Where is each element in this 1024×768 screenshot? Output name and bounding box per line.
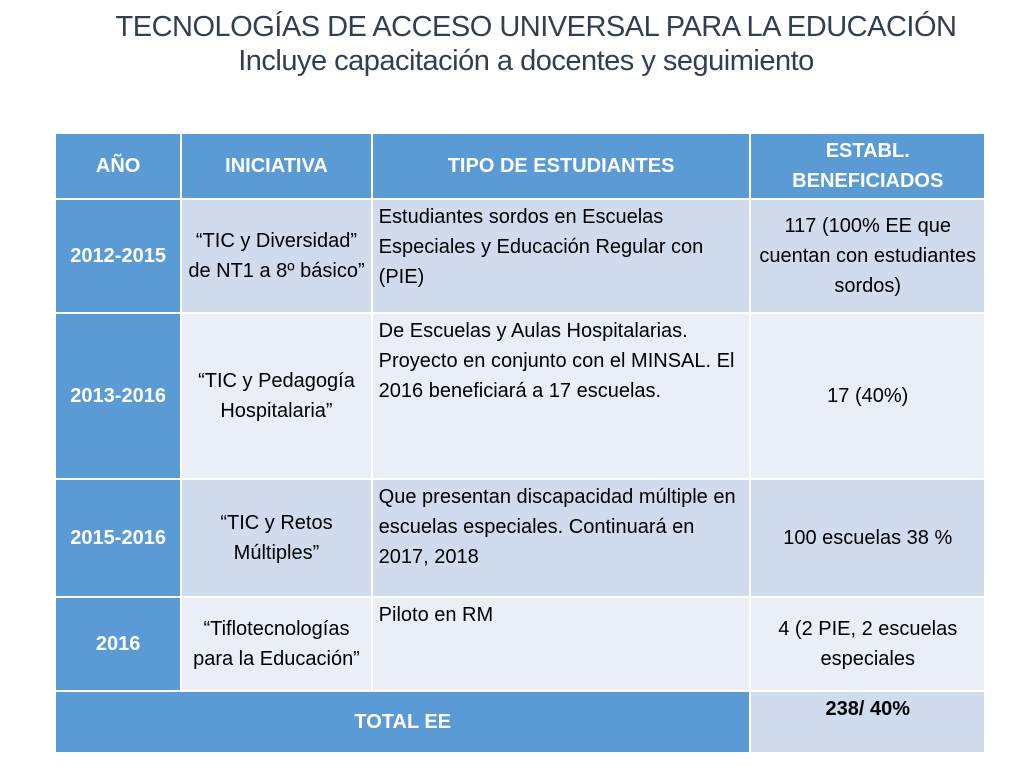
table-row xyxy=(55,199,985,313)
table-header-row xyxy=(55,133,985,199)
header-iniciativa: INICIATIVA xyxy=(181,133,371,199)
initiative-cell: “TIC y Diversidad” de NT1 a 8º básico” xyxy=(181,199,371,313)
year-cell: 2012-2015 xyxy=(55,199,181,313)
slide-subtitle: Incluye capacitación a docentes y seguimiento xyxy=(238,45,814,77)
beneficiaries-cell: 4 (2 PIE, 2 escuelas especiales xyxy=(750,597,985,691)
students-cell: Estudiantes sordos en Escuelas Especiales y Educación Regular con (PIE) xyxy=(372,199,751,313)
table-row xyxy=(55,597,985,691)
header-ano: AÑO xyxy=(55,133,181,199)
year-cell: 2015-2016 xyxy=(55,479,181,597)
beneficiaries-cell: 117 (100% EE que cuentan con estudiantes sordos) xyxy=(750,199,985,313)
total-row xyxy=(55,691,985,753)
slide-title-block xyxy=(0,10,1024,78)
total-value: 238/ 40% xyxy=(750,691,985,753)
beneficiaries-cell: 100 escuelas 38 % xyxy=(750,479,985,597)
students-cell: De Escuelas y Aulas Hospitalarias. Proyecto en conjunto con el MINSAL. El 2016 beneficiará a 17 escuelas. xyxy=(372,313,751,479)
beneficiaries-cell: 17 (40%) xyxy=(750,313,985,479)
students-cell: Que presentan discapacidad múltiple en escuelas especiales. Continuará en 2017, 2018 xyxy=(372,479,751,597)
initiative-cell: “Tiflotecnologías para la Educación” xyxy=(181,597,371,691)
year-cell: 2016 xyxy=(55,597,181,691)
year-cell: 2013-2016 xyxy=(55,313,181,479)
slide-title: TECNOLOGÍAS DE ACCESO UNIVERSAL PARA LA EDUCACIÓN xyxy=(115,11,957,43)
table-row xyxy=(55,313,985,479)
initiative-cell: “TIC y Pedagogía Hospitalaria” xyxy=(181,313,371,479)
table-row xyxy=(55,479,985,597)
header-establ-beneficiados: ESTABL. BENEFICIADOS xyxy=(750,133,985,199)
initiative-cell: “TIC y Retos Múltiples” xyxy=(181,479,371,597)
total-label: TOTAL EE xyxy=(55,691,750,753)
header-tipo-estudiantes: TIPO DE ESTUDIANTES xyxy=(372,133,751,199)
initiatives-table xyxy=(54,132,986,754)
students-cell: Piloto en RM xyxy=(372,597,751,691)
